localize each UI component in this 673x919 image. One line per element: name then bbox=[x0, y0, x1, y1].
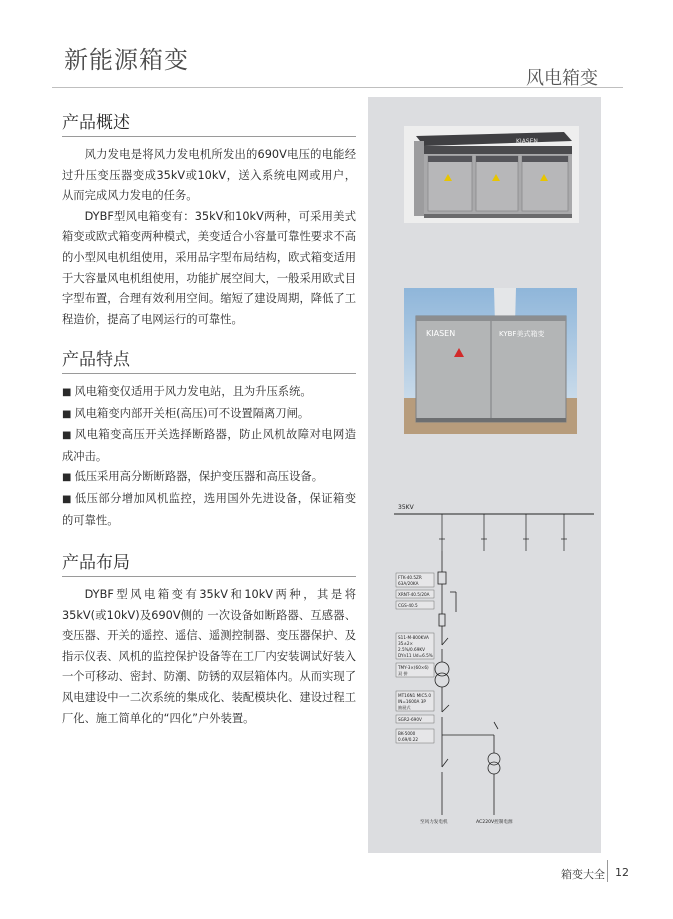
label-transformer-ud: DYn11 Ud=6.5% bbox=[398, 653, 433, 658]
bus-label: 35KV bbox=[398, 504, 414, 511]
component-labels bbox=[396, 573, 434, 743]
page-subtitle: 风电箱变 bbox=[526, 68, 598, 89]
page-number: 12 bbox=[615, 866, 629, 879]
feature-item: ■ 低压部分增加风机监控，选用国外先进设备，保证箱变的可靠性。 bbox=[62, 489, 356, 531]
feature-item: ■ 低压采用高分断断路器，保护变压器和高压设备。 bbox=[62, 467, 356, 489]
features-heading: 产品特点 bbox=[62, 345, 356, 374]
layout-section bbox=[62, 548, 356, 729]
label-tmy: TMY-3×(60×6) bbox=[398, 665, 429, 670]
footer-divider bbox=[607, 860, 608, 882]
header-rule bbox=[52, 87, 623, 88]
features-section bbox=[62, 345, 356, 531]
label-sgr2: SGR2-690V bbox=[398, 717, 422, 722]
label-mt16n1-rating: IN=1600A 3P bbox=[398, 699, 426, 704]
label-ftk-rating: 63A/20KA bbox=[398, 581, 419, 586]
substation-photo-1 bbox=[404, 126, 579, 223]
photo2-label: KYBF美式箱变 bbox=[499, 330, 545, 338]
label-transformer-voltage: 2.5%/0.69KV bbox=[398, 647, 425, 652]
feature-item: ■ 风电箱变内部开关柜(高压)可不设置隔离刀闸。 bbox=[62, 404, 356, 426]
wiring-diagram bbox=[394, 497, 594, 852]
feature-item: ■ 风电箱变高压开关选择断路器，防止风机故障对电网造成冲击。 bbox=[62, 425, 356, 467]
label-xrnt: XRNT-40.5/20A bbox=[398, 592, 430, 597]
overview-paragraph-1: 风力发电是将风力发电机所发出的690V电压的电能经过升压变压器变成35kV或10kV，送入系统电网或用户，从而完成风力发电的任务。 bbox=[62, 148, 356, 203]
main-feeder bbox=[435, 551, 500, 815]
layout-paragraph: DYBF型风电箱变有35kV和10kV两种，其是将35kV(或10kV)及690V侧的 一次设备如断路器、互感器、变压器、开关的遥控、遥信、遥测控制器、变压器保护、及指示仪表、风机的监控保护设备等在工厂内安装调试好装入一个可移动、密封、防潮、防锈的双层箱体内。从而实现了风电建设中一二次系统的集成化、装配模块化、建设过程工厂化、施工简单化的“四化”户外装置。 bbox=[62, 588, 356, 725]
photo2-brand: KIASEN bbox=[426, 329, 456, 338]
overview-heading: 产品概述 bbox=[62, 108, 356, 137]
footer-text: 箱变大全 bbox=[561, 868, 605, 881]
label-to-wind-turbine: 至风力发电机 bbox=[420, 820, 448, 825]
label-control-power: AC220V控制电源 bbox=[476, 820, 513, 825]
label-cgs: CGS-40.5 bbox=[398, 603, 418, 608]
overview-paragraph-2: DYBF型风电箱变有：35kV和10kV两种，可采用美式箱变或欧式箱变两种模式，美变适合小容量可靠性要求不高的小型风电机组使用，采用品字型布局结构，欧式箱变适用于大容量风电机组使用，功能扩展空间大，一般采用欧式目字型布置，合理有效利用空间。缩短了建设周期，降低了工程造价，提高了电网运行的可靠性。 bbox=[62, 209, 356, 326]
label-transformer: S11-M-800KVA bbox=[398, 635, 429, 640]
feature-item: ■ 风电箱变仅适用于风力发电站，且为升压系统。 bbox=[62, 382, 356, 404]
label-bk: BK-5000 bbox=[398, 731, 416, 736]
label-mt16n1-type: 抽屉式 bbox=[398, 705, 411, 710]
layout-heading: 产品布局 bbox=[62, 548, 356, 577]
page-title: 新能源箱变 bbox=[64, 46, 189, 74]
feeder-branches bbox=[439, 514, 567, 551]
image-panel bbox=[368, 97, 601, 853]
substation-photo-2 bbox=[404, 288, 577, 434]
label-bk-ratio: 0.69/0.22 bbox=[398, 737, 419, 742]
label-transformer-ratio: 35±2× bbox=[398, 641, 414, 646]
label-tmy-type: 双 拼 bbox=[398, 671, 408, 676]
photo1-brand: KIASEN bbox=[516, 138, 538, 145]
overview-section bbox=[62, 108, 356, 330]
label-ftk: FTK-40.5ZR bbox=[398, 575, 422, 580]
label-mt16n1: MT16N1 MIC5.0 bbox=[398, 693, 432, 698]
